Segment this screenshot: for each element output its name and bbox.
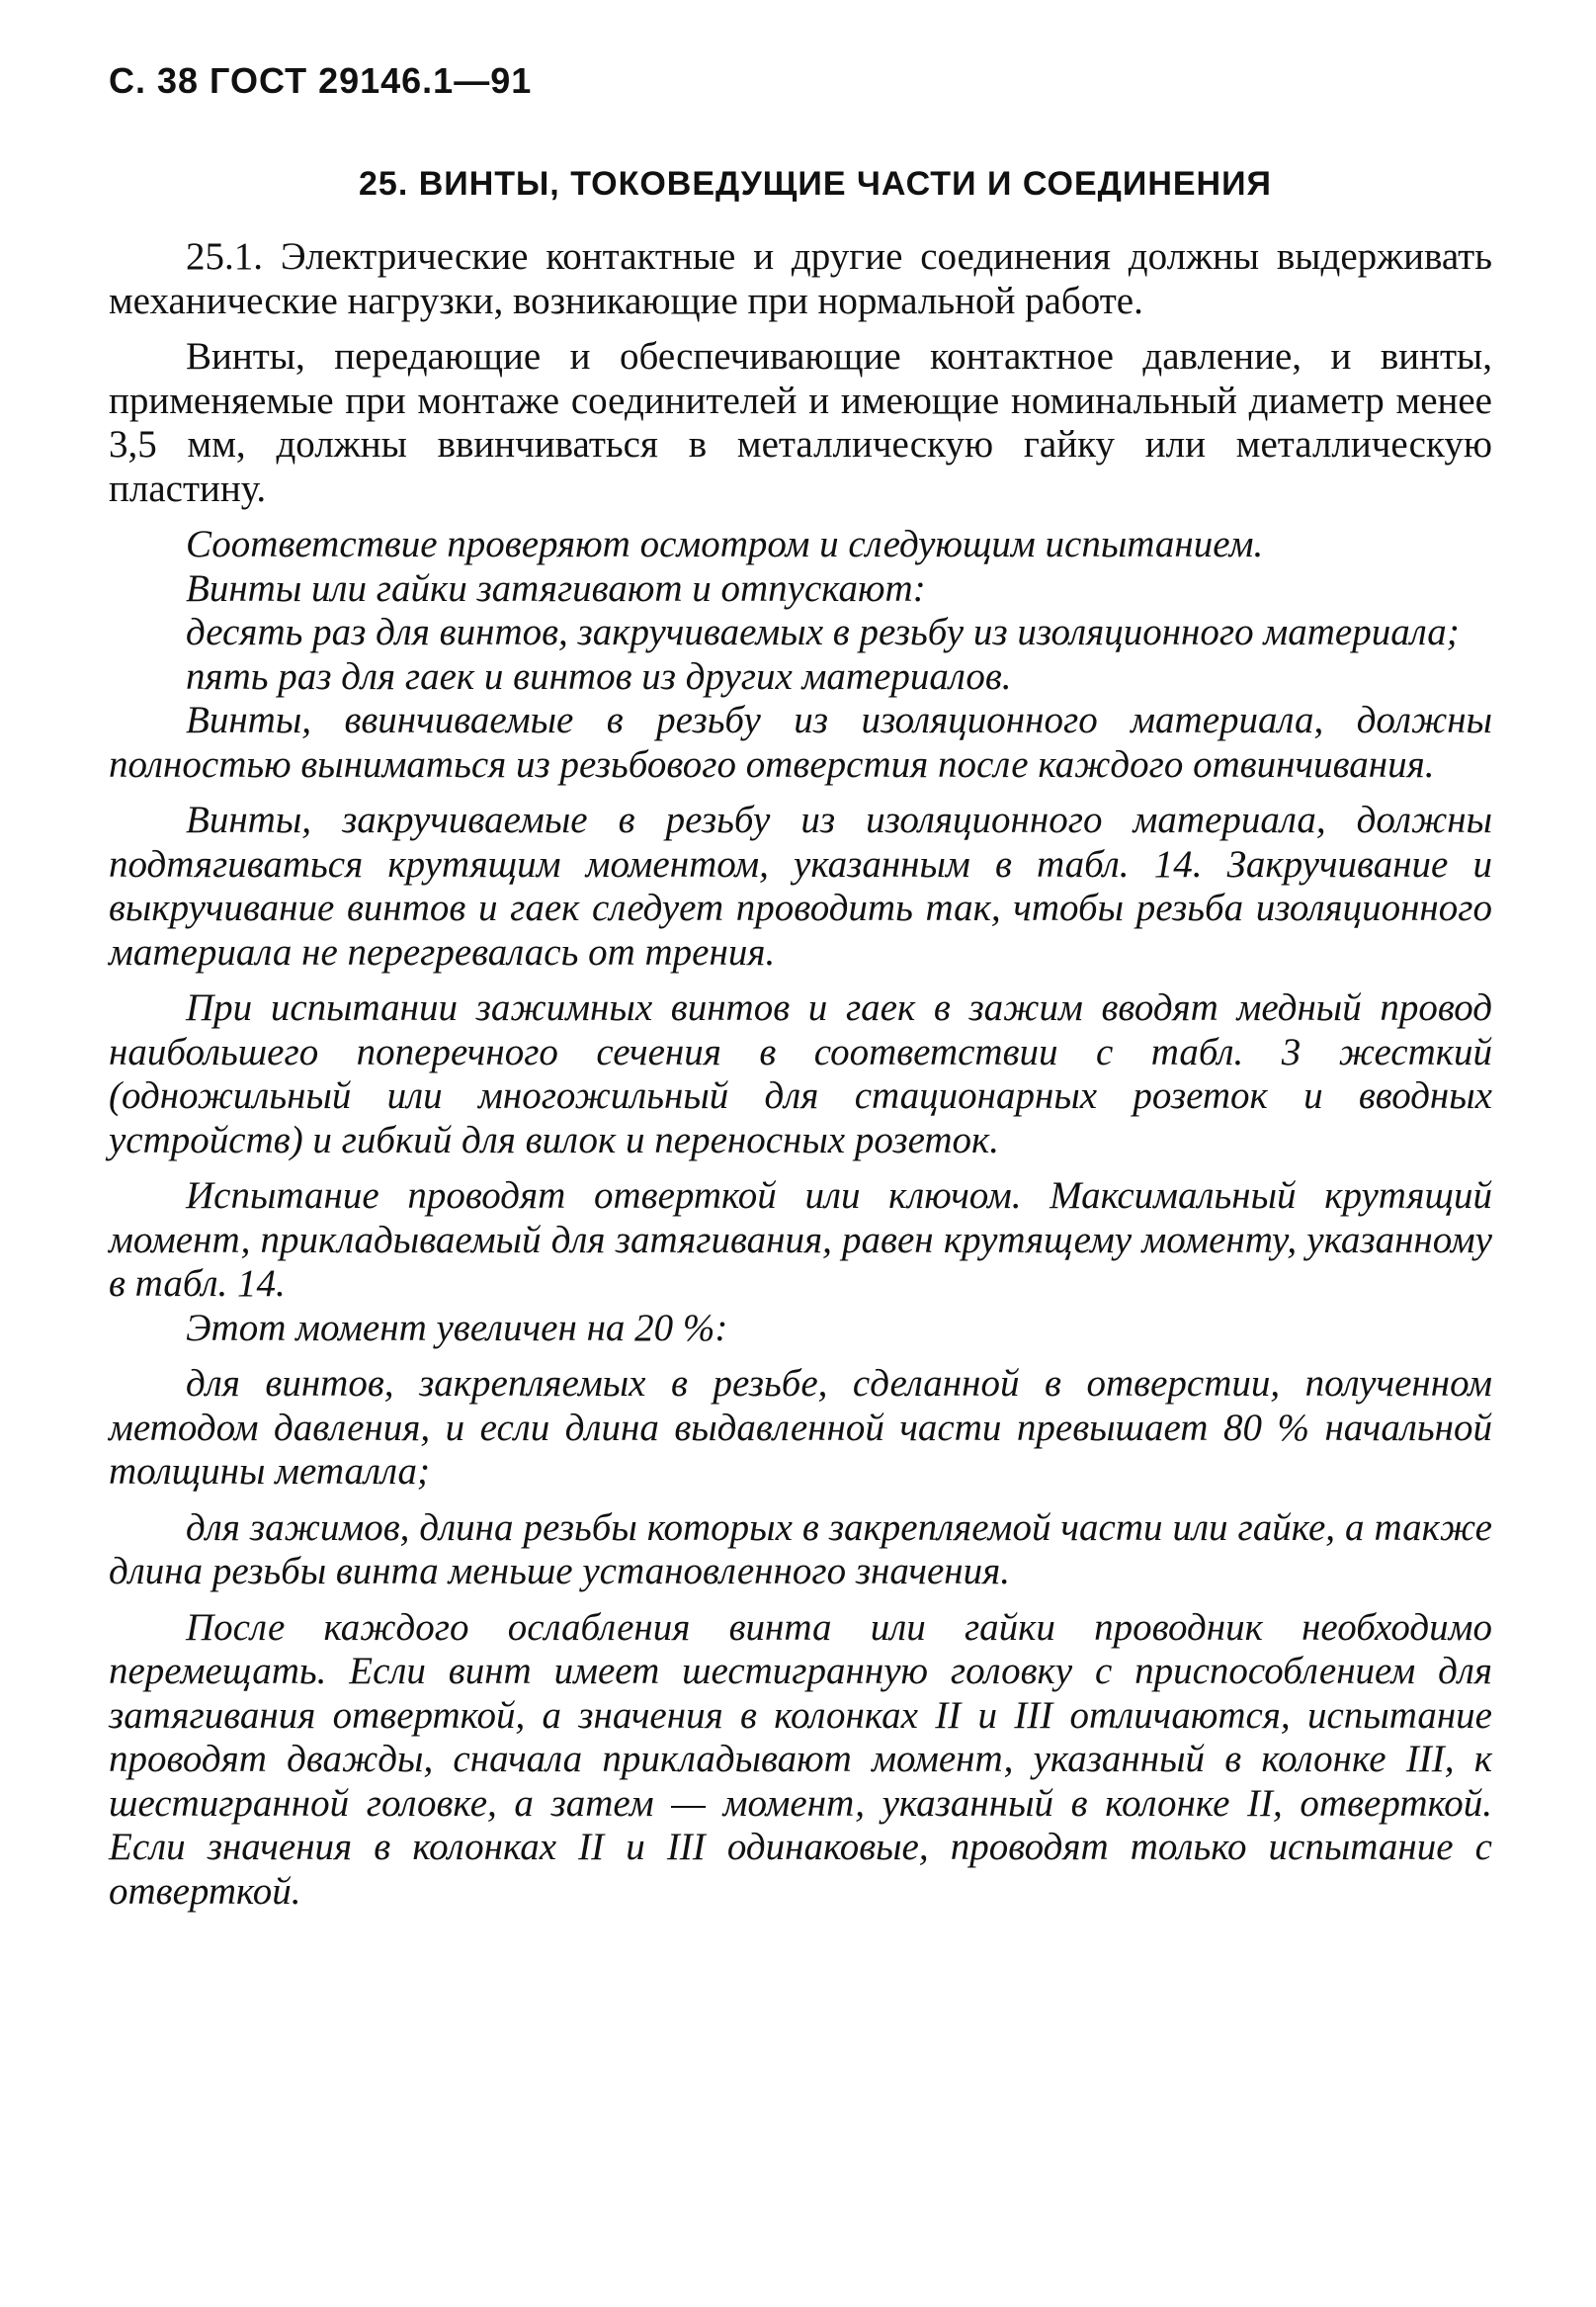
paragraph-removable: Винты, ввинчиваемые в резьбу из изоляционного материала, должны полностью выниматься из резьбового отверстия после каждого отвинчивания.: [109, 699, 1492, 786]
paragraph-five-times: пять раз для гаек и винтов из других материалов.: [186, 654, 1012, 698]
paragraph-torque: Винты, закручиваемые в резьбу из изоляционного материала, должны подтягиваться крутящим моментом, указанным в табл. 14. Закручивание и выкручивание винтов и гаек следует проводить так, чтобы резьба изоляционного материала не перегревалась от трения.: [109, 799, 1492, 974]
paragraph-tighten: Винты или гайки затягивают и отпускают:: [186, 566, 926, 610]
paragraph-after-loosening: После каждого ослабления винта или гайки проводник необходимо перемещать. Если винт имеет шестигранную головку с приспособлением для затягивания отверткой, а значения в колонках II и III отличаются, испытание проводят дважды, сначала прикладывают момент, указанный в колонке III, к шестигранной головке, а затем — момент, указанный в колонке II, отверткой. Если значения в колонках II и III одинаковые, проводят только испытание с отверткой.: [109, 1605, 1492, 1913]
paragraph-clamp-test: При испытании зажимных винтов и гаек в зажим вводят медный провод наибольшего поперечного сечения в соответствии с табл. 3 жесткий (одножильный или многожильный для стационарных розеток и вводных устройств) и гибкий для вилок и переносных розеток.: [109, 986, 1492, 1161]
paragraph-increase: Этот момент увеличен на 20 %:: [186, 1306, 728, 1349]
paragraph-screws: Винты, передающие и обеспечивающие контактное давление, и винты, применяемые при монтаже соединителей и имеющие номинальный диаметр менее 3,5 мм, должны ввинчиваться в металлическую гайку или металлическую пластину.: [109, 335, 1492, 510]
document-page: [99, 57, 1492, 1914]
paragraph-short-thread: для зажимов, длина резьбы которых в закрепляемой части или гайке, а также длина резьбы винта меньше установленного значения.: [109, 1505, 1492, 1592]
paragraph-screwdriver: Испытание проводят отверткой или ключом. Максимальный крутящий момент, прикладываемый для затягивания, равен крутящему моменту, указанному в табл. 14.: [109, 1174, 1492, 1305]
page-header: С. 38 ГОСТ 29146.1—91: [109, 60, 533, 101]
paragraph-compliance: Соответствие проверяют осмотром и следующим испытанием.: [186, 523, 1264, 565]
paragraph-ten-times: десять раз для винтов, закручиваемых в резьбу из изоляционного материала;: [186, 611, 1460, 653]
paragraph-25-1: 25.1. Электрические контактные и другие соединения должны выдерживать механические нагрузки, возникающие при нормальной работе.: [109, 235, 1492, 322]
paragraph-pressed-thread: для винтов, закрепляемых в резьбе, сделанной в отверстии, полученном методом давления, и если длина выдавленной части превышает 80 % начальной толщины металла;: [109, 1362, 1492, 1493]
section-title: 25. ВИНТЫ, ТОКОВЕДУЩИЕ ЧАСТИ И СОЕДИНЕНИЯ: [359, 165, 1272, 203]
